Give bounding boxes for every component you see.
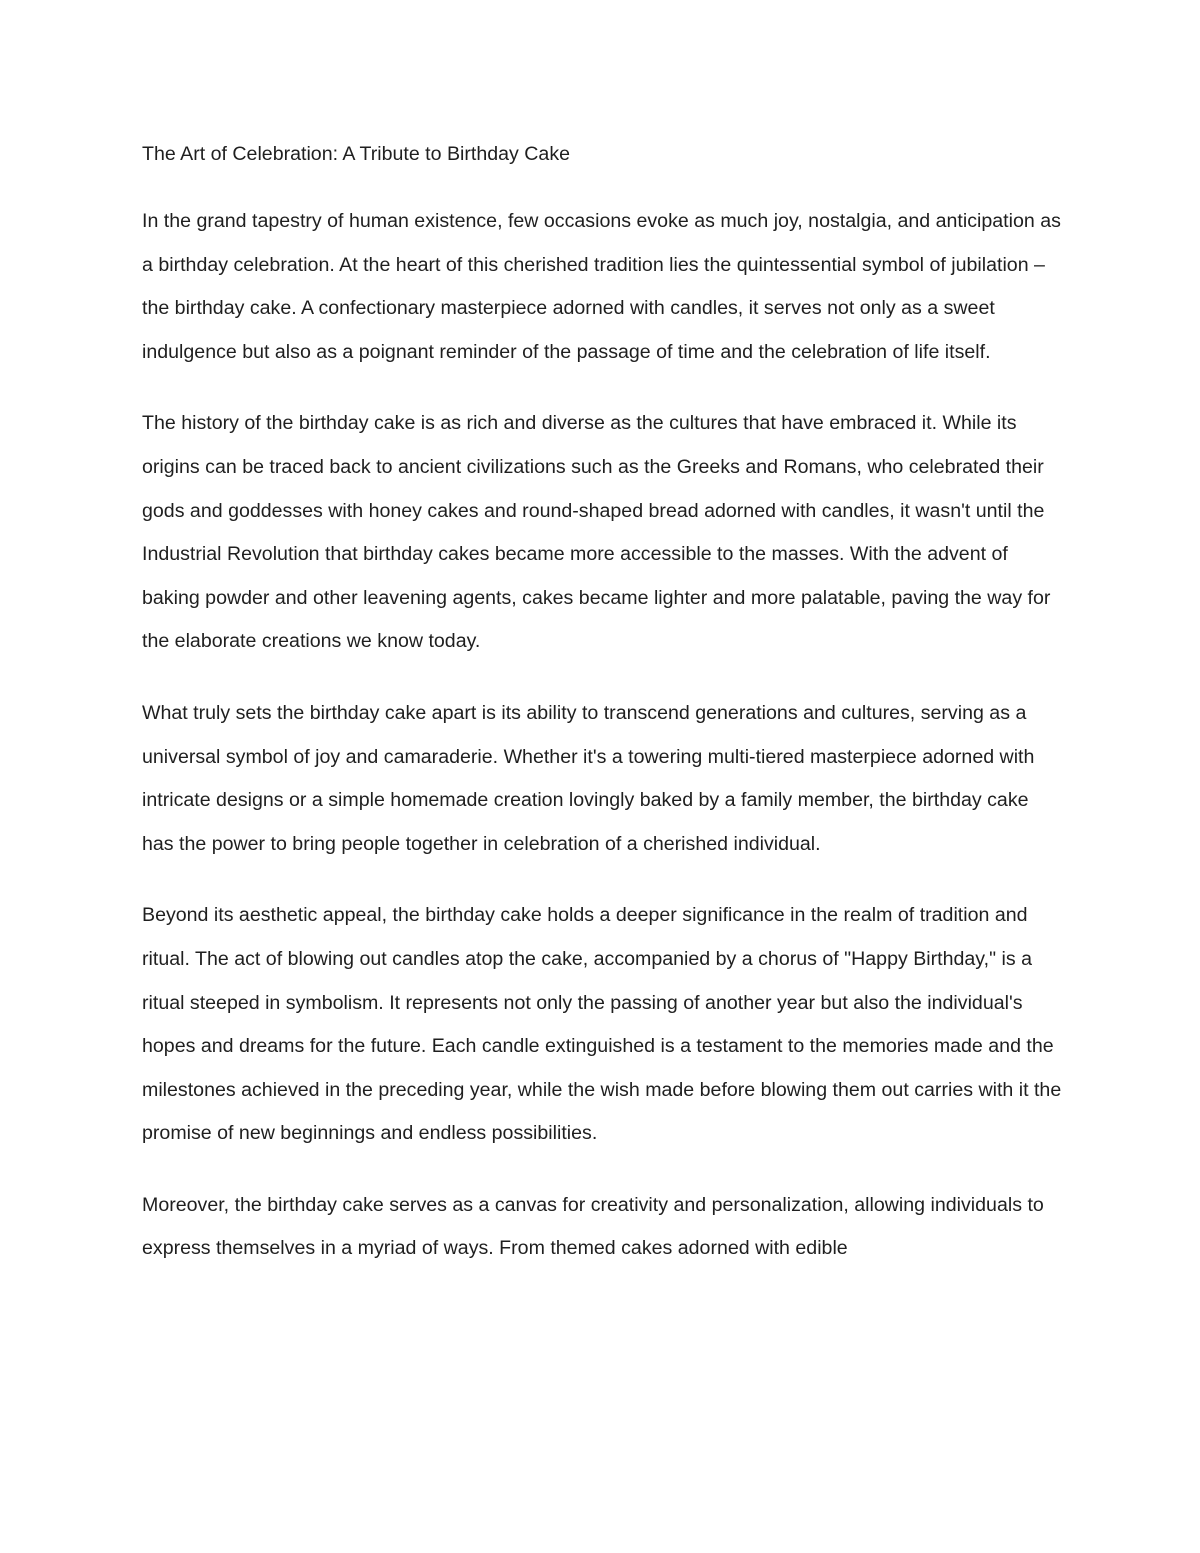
- document-body: [142, 138, 1062, 1299]
- paragraph-3: What truly sets the birthday cake apart is its ability to transcend generations and cultures, serving as a universal symbol of joy and camaraderie. Whether it's a towering multi-tiered masterpiece adorned with intricate designs or a simple homemade creation lovingly baked by a family member, the birthday cake has the power to bring people together in celebration of a cherished individual.: [142, 701, 1035, 855]
- paragraph-1: In the grand tapestry of human existence, few occasions evoke as much joy, nostalgia, and anticipation as a birthday celebration. At the heart of this cherished tradition lies the quintessential symbol of jubilation – the birthday cake. A confectionary masterpiece adorned with candles, it serves not only as a sweet indulgence but also as a poignant reminder of the passage of time and the celebration of life itself.: [142, 210, 1061, 363]
- paragraph-4: Beyond its aesthetic appeal, the birthday cake holds a deeper significance in the realm of tradition and ritual. The act of blowing out candles atop the cake, accompanied by a chorus of "Happy Birthday," is a ritual steeped in symbolism. It represents not only the passing of another year but also the individual's hopes and dreams for the future. Each candle extinguished is a testament to the memories made and the milestones achieved in the preceding year, while the wish made before blowing them out carries with it the promise of new beginnings and endless possibilities.: [142, 904, 1062, 1145]
- paragraph-2: The history of the birthday cake is as rich and diverse as the cultures that have embraced it. While its origins can be traced back to ancient civilizations such as the Greeks and Romans, who celebrated their gods and goddesses with honey cakes and round-shaped bread adorned with candles, it wasn't until the Industrial Revolution that birthday cakes became more accessible to the masses. With the advent of baking powder and other leavening agents, cakes became lighter and more palatable, paving the way for the elaborate creations we know today.: [142, 412, 1051, 653]
- document-title: The Art of Celebration: A Tribute to Birthday Cake: [142, 143, 571, 165]
- paragraph-5: Moreover, the birthday cake serves as a canvas for creativity and personalization, allowing individuals to express themselves in a myriad of ways. From themed cakes adorned with edible: [142, 1193, 1044, 1260]
